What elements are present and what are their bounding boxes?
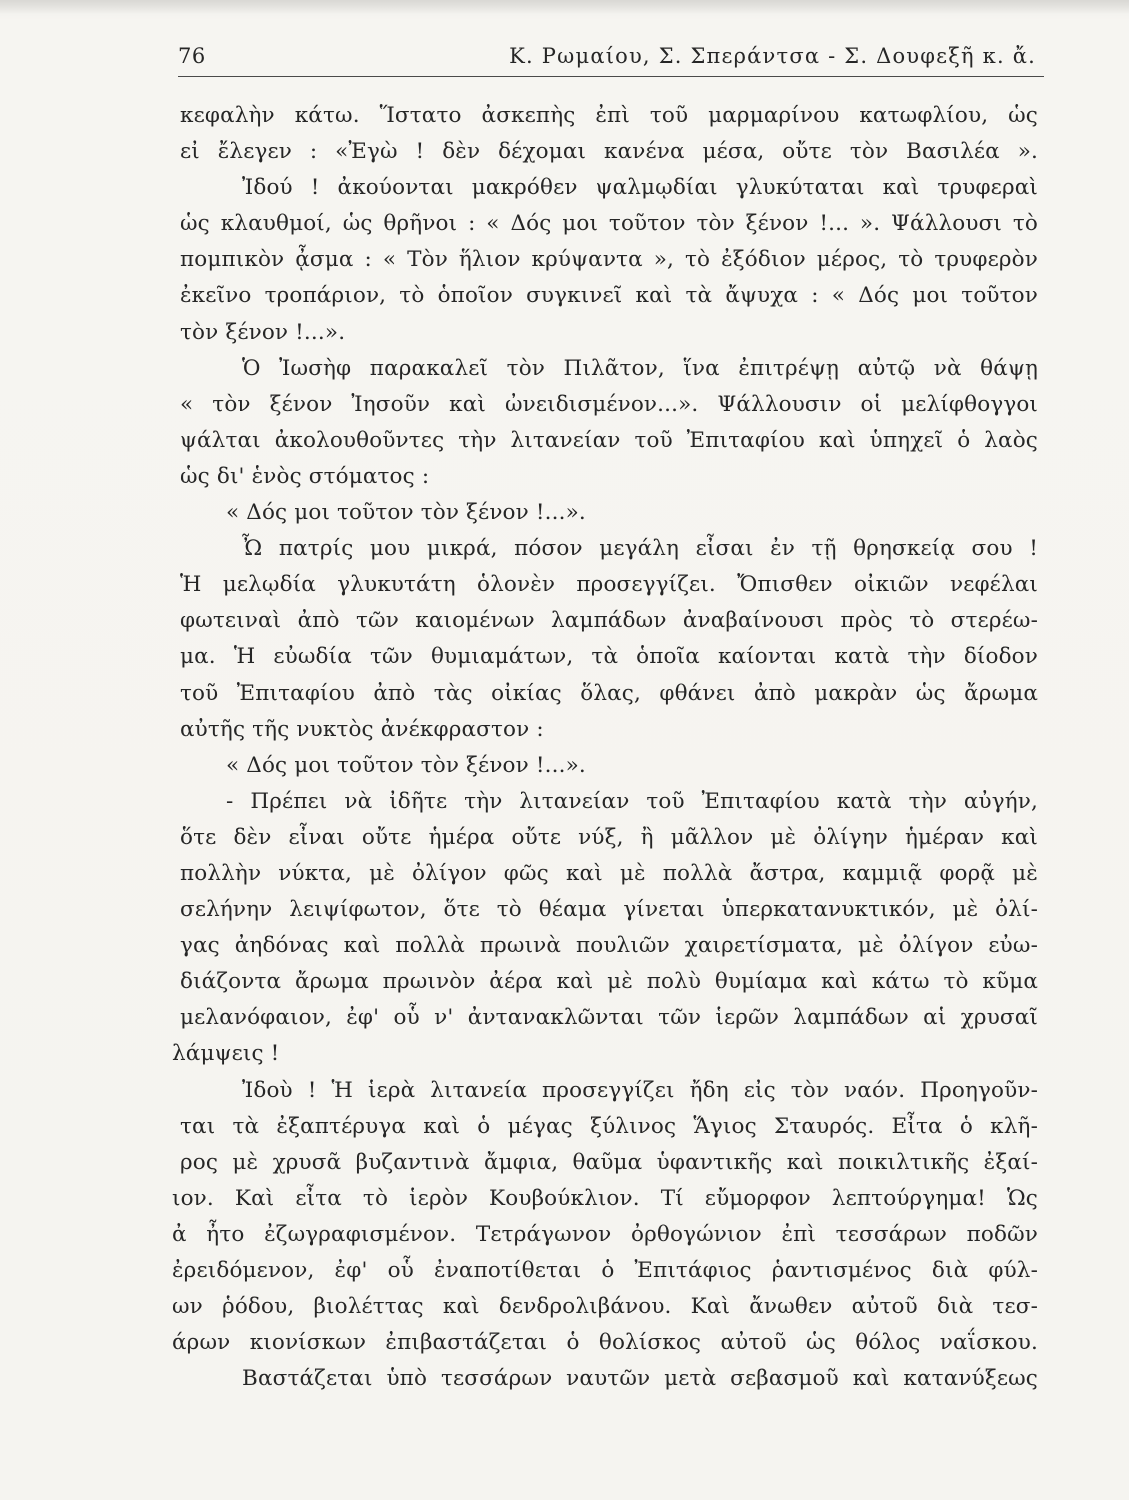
text-line: ων ῥόδου, βιολέττας καὶ δενδρολιβάνου. Καὶ ἄνωθεν αὐτοῦ διὰ τεσ-: [172, 1294, 1038, 1320]
text-line: ψάλται ἀκολουθοῦντες τὴν λιτανείαν τοῦ Ἐπιταφίου καὶ ὑπηχεῖ ὁ λαὸς: [180, 427, 1038, 453]
body-text: [172, 98, 1038, 1397]
text-line: ρος μὲ χρυσᾶ βυζαντινὰ ἄμφια, θαῦμα ὑφαντικῆς καὶ ποικιλτικῆς ἐξαί-: [180, 1149, 1038, 1175]
page-number: 76: [178, 44, 206, 68]
text-line: « τὸν ξένον Ἰησοῦν καὶ ὠνειδισμένον...». Ψάλλουσιν οἱ μελίφθογγοι: [180, 391, 1038, 417]
text-line: Ἡ μελῳδία γλυκυτάτη ὁλονὲν προσεγγίζει. Ὄπισθεν οἰκιῶν νεφέλαι: [180, 572, 1038, 598]
text-line: ὡς κλαυθμοί, ὡς θρῆνοι : « Δός μοι τοῦτον τὸν ξένον !... ». Ψάλλουσι τὸ: [180, 211, 1038, 237]
text-line: σελήνην λειψίφωτον, ὅτε τὸ θέαμα γίνεται ὑπερκατανυκτικόν, μὲ ὀλί-: [180, 897, 1038, 923]
text-line: ται τὰ ἐξαπτέρυγα καὶ ὁ μέγας ξύλινος Ἅγιος Σταυρός. Εἶτα ὁ κλῆ-: [180, 1113, 1038, 1139]
text-line: Ὦ πατρίς μου μικρά, πόσον μεγάλη εἶσαι ἐν τῇ θρησκείᾳ σου !: [242, 536, 1038, 562]
text-line: εἰ ἔλεγεν : «Ἐγὼ ! δὲν δέχομαι κανένα μέσα, οὔτε τὸν Βασιλέα ».: [180, 139, 1038, 165]
running-head: Κ. Ρωμαίου, Σ. Σπεράντσα - Σ. Δουφεξῆ κ. ἄ.: [509, 44, 1036, 68]
text-line: τὸν ξένον !...».: [180, 319, 346, 345]
text-line: διάζοντα ἄρωμα πρωινὸν ἀέρα καὶ μὲ πολὺ θυμίαμα καὶ κάτω τὸ κῦμα: [180, 969, 1038, 995]
text-line: ἐρειδόμενον, ἐφ' οὗ ἐναποτίθεται ὁ Ἐπιτάφιος ῥαντισμένος διὰ φύλ-: [172, 1258, 1038, 1283]
text-line: Ἰδού ! ἀκούονται μακρόθεν ψαλμῳδίαι γλυκύταται καὶ τρυφεραὶ: [242, 175, 1038, 201]
text-line: « Δός μοι τοῦτον τὸν ξένον !...».: [226, 752, 586, 778]
text-line: γας ἀηδόνας καὶ πολλὰ πρωινὰ πουλιῶν χαιρετίσματα, μὲ ὀλίγον εὐω-: [180, 933, 1038, 959]
text-line: πομπικὸν ᾆσμα : « Τὸν ἥλιον κρύψαντα », τὸ ἐξόδιον μέρος, τὸ τρυφερὸν: [180, 247, 1038, 273]
text-line: μα. Ἡ εὐωδία τῶν θυμιαμάτων, τὰ ὁποῖα καίονται κατὰ τὴν δίοδον: [180, 644, 1038, 670]
text-line: ἀ ἦτο ἐζωγραφισμένον. Τετράγωνον ὀρθογώνιον ἐπὶ τεσσάρων ποδῶν: [172, 1221, 1038, 1247]
text-line: αὐτῆς τῆς νυκτὸς ἀνέκφραστον :: [180, 716, 544, 742]
text-line: ὅτε δὲν εἶναι οὔτε ἡμέρα οὔτε νύξ, ἢ μᾶλλον μὲ ὀλίγην ἡμέραν καὶ: [180, 824, 1038, 850]
text-line: ιον. Καὶ εἶτα τὸ ἱερὸν Κουβούκλιον. Τί εὔμορφον λεπτούργημα! Ὡς: [172, 1185, 1038, 1211]
text-line: πολλὴν νύκτα, μὲ ὀλίγον φῶς καὶ μὲ πολλὰ ἄστρα, καμμιᾷ φορᾷ μὲ: [180, 860, 1038, 886]
text-line: τοῦ Ἐπιταφίου ἀπὸ τὰς οἰκίας ὅλας, φθάνει ἀπὸ μακρὰν ὡς ἄρωμα: [180, 680, 1038, 706]
text-line: - Πρέπει νὰ ἰδῆτε τὴν λιτανείαν τοῦ Ἐπιταφίου κατὰ τὴν αὐγήν,: [226, 788, 1038, 814]
text-line: άρων κιονίσκων ἐπιβαστάζεται ὁ θολίσκος αὐτοῦ ὡς θόλος ναΐσκου.: [172, 1330, 1038, 1356]
text-line: Βαστάζεται ὑπὸ τεσσάρων ναυτῶν μετὰ σεβασμοῦ καὶ κατανύξεως: [242, 1366, 1038, 1392]
text-line: Ὁ Ἰωσὴφ παρακαλεῖ τὸν Πιλᾶτον, ἵνα ἐπιτρέψῃ αὐτῷ νὰ θάψῃ: [242, 355, 1038, 381]
text-line: « Δός μοι τοῦτον τὸν ξένον !...».: [226, 500, 586, 526]
text-line: ἐκεῖνο τροπάριον, τὸ ὁποῖον συγκινεῖ καὶ τὰ ἄψυχα : « Δός μοι τοῦτον: [180, 283, 1038, 309]
text-line: ὡς δι' ἑνὸς στόματος :: [180, 463, 430, 489]
scan-shadow-edge: [0, 0, 1129, 14]
text-line: μελανόφαιον, ἐφ' οὗ ν' ἀντανακλῶνται τῶν ἱερῶν λαμπάδων αἱ χρυσαῖ: [180, 1005, 1038, 1031]
text-line: λάμψεις !: [172, 1041, 280, 1067]
text-line: φωτειναὶ ἀπὸ τῶν καιομένων λαμπάδων ἀναβαίνουσι πρὸς τὸ στερέω-: [180, 608, 1038, 634]
text-line: Ἰδοὺ ! Ἡ ἱερὰ λιτανεία προσεγγίζει ἤδη εἰς τὸν ναόν. Προηγοῦν-: [242, 1077, 1038, 1103]
page-header: [178, 40, 1044, 77]
text-line: κεφαλὴν κάτω. Ἵστατο ἀσκεπὴς ἐπὶ τοῦ μαρμαρίνου κατωφλίου, ὡς: [180, 103, 1038, 128]
